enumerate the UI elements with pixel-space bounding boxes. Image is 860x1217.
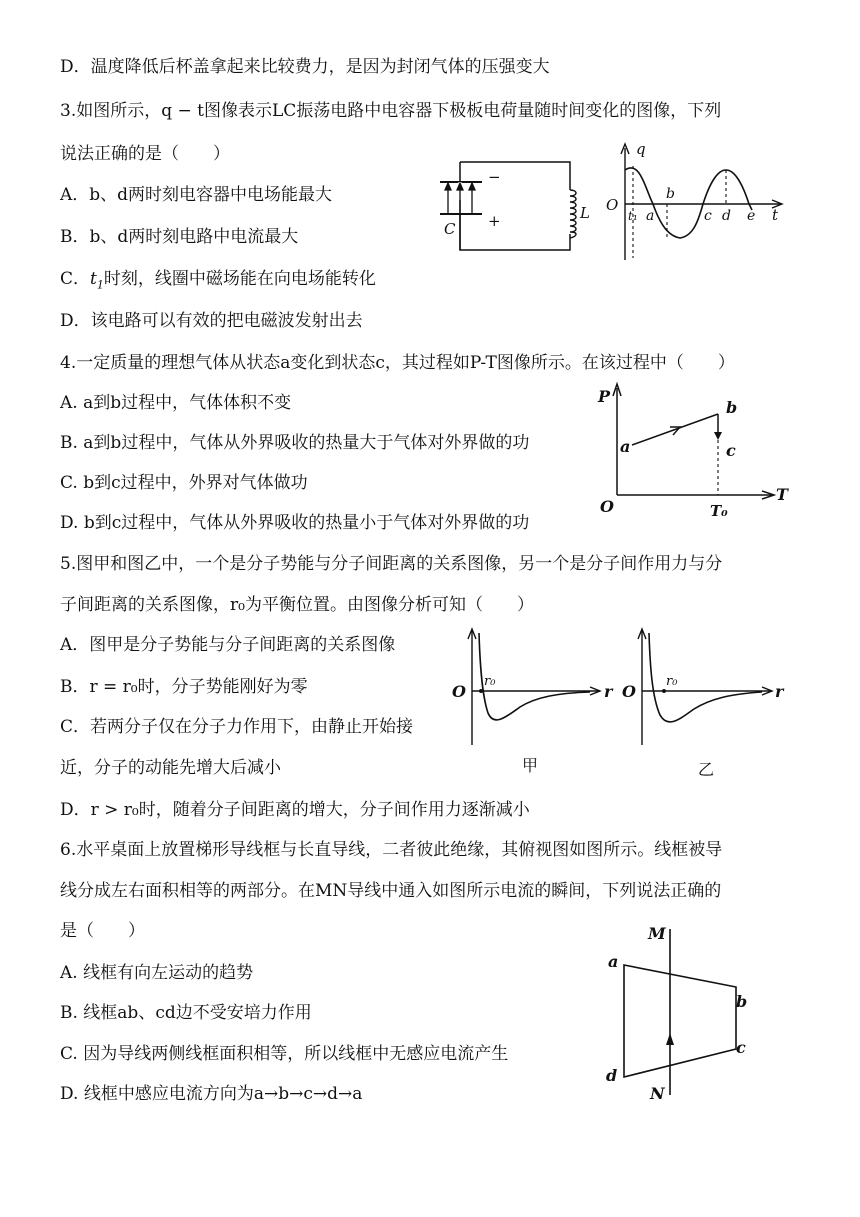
q6-option-b: B. 线框ab、cd边不受安培力作用 — [60, 1003, 312, 1023]
graph-jia — [450, 625, 620, 785]
t1-label: t₁ — [628, 209, 638, 223]
q3-option-a: A．b、d两时刻电容器中电场能最大 — [60, 185, 333, 205]
jia-r-axis-label: r — [604, 682, 613, 701]
q6-stem-line2: 线分成左右面积相等的两部分。在MN导线中通入如图所示电流的瞬间，下列说法正确的 — [60, 881, 722, 901]
yi-r-axis-label: r — [775, 682, 784, 701]
q6-option-c: C. 因为导线两侧线框面积相等，所以线框中无感应电流产生 — [60, 1044, 509, 1064]
q3-option-c-time: t — [90, 269, 97, 289]
point-a-label: a — [646, 208, 655, 224]
point-e-label: e — [747, 208, 756, 224]
q5-stem-line2: 子间距离的关系图像，r₀为平衡位置。由图像分析可知（ ） — [60, 595, 534, 615]
t-axis-label: t — [772, 206, 779, 224]
state-c-label: c — [726, 441, 736, 460]
q3-option-c — [60, 268, 376, 296]
q6-stem-line3: 是（ ） — [60, 921, 145, 941]
q-t-origin: O — [606, 196, 619, 214]
lc-circuit-diagram — [430, 150, 590, 260]
corner-a-label: a — [608, 952, 619, 971]
capacitor-label: C — [444, 220, 456, 238]
q4-stem: 4.一定质量的理想气体从状态a变化到状态c，其过程如P-T图像所示。在该过程中（ ） — [60, 353, 735, 373]
yi-r0-label: r₀ — [666, 674, 678, 689]
q3-option-d: D．该电路可以有效的把电磁波发射出去 — [60, 311, 363, 331]
trapezoid-wire-figure — [600, 915, 780, 1115]
yi-origin: O — [622, 682, 636, 701]
corner-d-label: d — [606, 1066, 618, 1085]
q6-option-d: D. 线框中感应电流方向为a→b→c→d→a — [60, 1084, 363, 1104]
q3-stem-line1: 3.如图所示，q − t图像表示LC振荡电路中电容器下极板电荷量随时间变化的图像，下列 — [60, 101, 722, 121]
graph-yi — [620, 625, 790, 785]
point-c-label: c — [704, 208, 712, 224]
point-b-label: b — [666, 186, 675, 202]
p-t-origin: O — [600, 497, 614, 516]
q5-stem-line1: 5.图甲和图乙中，一个是分子势能与分子间距离的关系图像，另一个是分子间作用力与分 — [60, 554, 723, 574]
q3-option-c-sub: 1 — [96, 278, 104, 292]
q4-option-d: D. b到c过程中，气体从外界吸收的热量小于气体对外界做的功 — [60, 513, 530, 533]
q3-option-b: B．b、d两时刻电路中电流最大 — [60, 227, 299, 247]
capacitor-minus-sign: − — [488, 168, 501, 186]
corner-c-label: c — [736, 1038, 746, 1057]
state-a-label: a — [620, 437, 631, 456]
jia-r0-label: r₀ — [484, 674, 496, 689]
capacitor-plus-sign: + — [488, 212, 501, 230]
yi-caption: 乙 — [698, 760, 715, 779]
wire-n-label: N — [650, 1084, 665, 1103]
q2-option-d: D．温度降低后杯盖拿起来比较费力，是因为封闭气体的压强变大 — [60, 57, 550, 77]
corner-b-label: b — [736, 992, 748, 1011]
q-t-graph — [600, 140, 790, 270]
q5-option-c-line1: C．若两分子仅在分子力作用下，由静止开始接 — [60, 717, 414, 737]
q5-option-b: B．r = r₀时，分子势能刚好为零 — [60, 677, 308, 697]
jia-origin: O — [452, 682, 466, 701]
p-axis-label: P — [598, 387, 611, 406]
q5-option-c-line2: 近，分子的动能先增大后减小 — [60, 758, 281, 778]
q5-option-d: D．r > r₀时，随着分子间距离的增大，分子间作用力逐渐减小 — [60, 800, 530, 820]
state-b-label: b — [726, 398, 738, 417]
q3-stem-line2: 说法正确的是（ ） — [60, 144, 230, 164]
q3-option-c-text: 时刻，线圈中磁场能在向电场能转化 — [103, 269, 376, 289]
jia-caption: 甲 — [522, 756, 539, 775]
q5-option-a: A．图甲是分子势能与分子间距离的关系图像 — [60, 635, 396, 655]
q4-option-c: C. b到c过程中，外界对气体做功 — [60, 473, 308, 493]
p-t-graph — [592, 380, 792, 520]
q3-option-c-prefix: C． — [60, 269, 91, 289]
t0-label: T₀ — [710, 502, 728, 520]
inductor-label: L — [580, 204, 590, 222]
q4-option-a: A. a到b过程中，气体体积不变 — [60, 393, 292, 413]
q6-stem-line1: 6.水平桌面上放置梯形导线框与长直导线，二者彼此绝缘，其俯视图如图所示。线框被导 — [60, 840, 723, 860]
point-d-label: d — [722, 208, 731, 224]
wire-m-label: M — [648, 924, 666, 943]
q6-option-a: A. 线框有向左运动的趋势 — [60, 963, 254, 983]
t-axis-label: T — [776, 485, 788, 504]
q4-option-b: B. a到b过程中，气体从外界吸收的热量大于气体对外界做的功 — [60, 433, 530, 453]
q-axis-label: q — [636, 140, 646, 158]
